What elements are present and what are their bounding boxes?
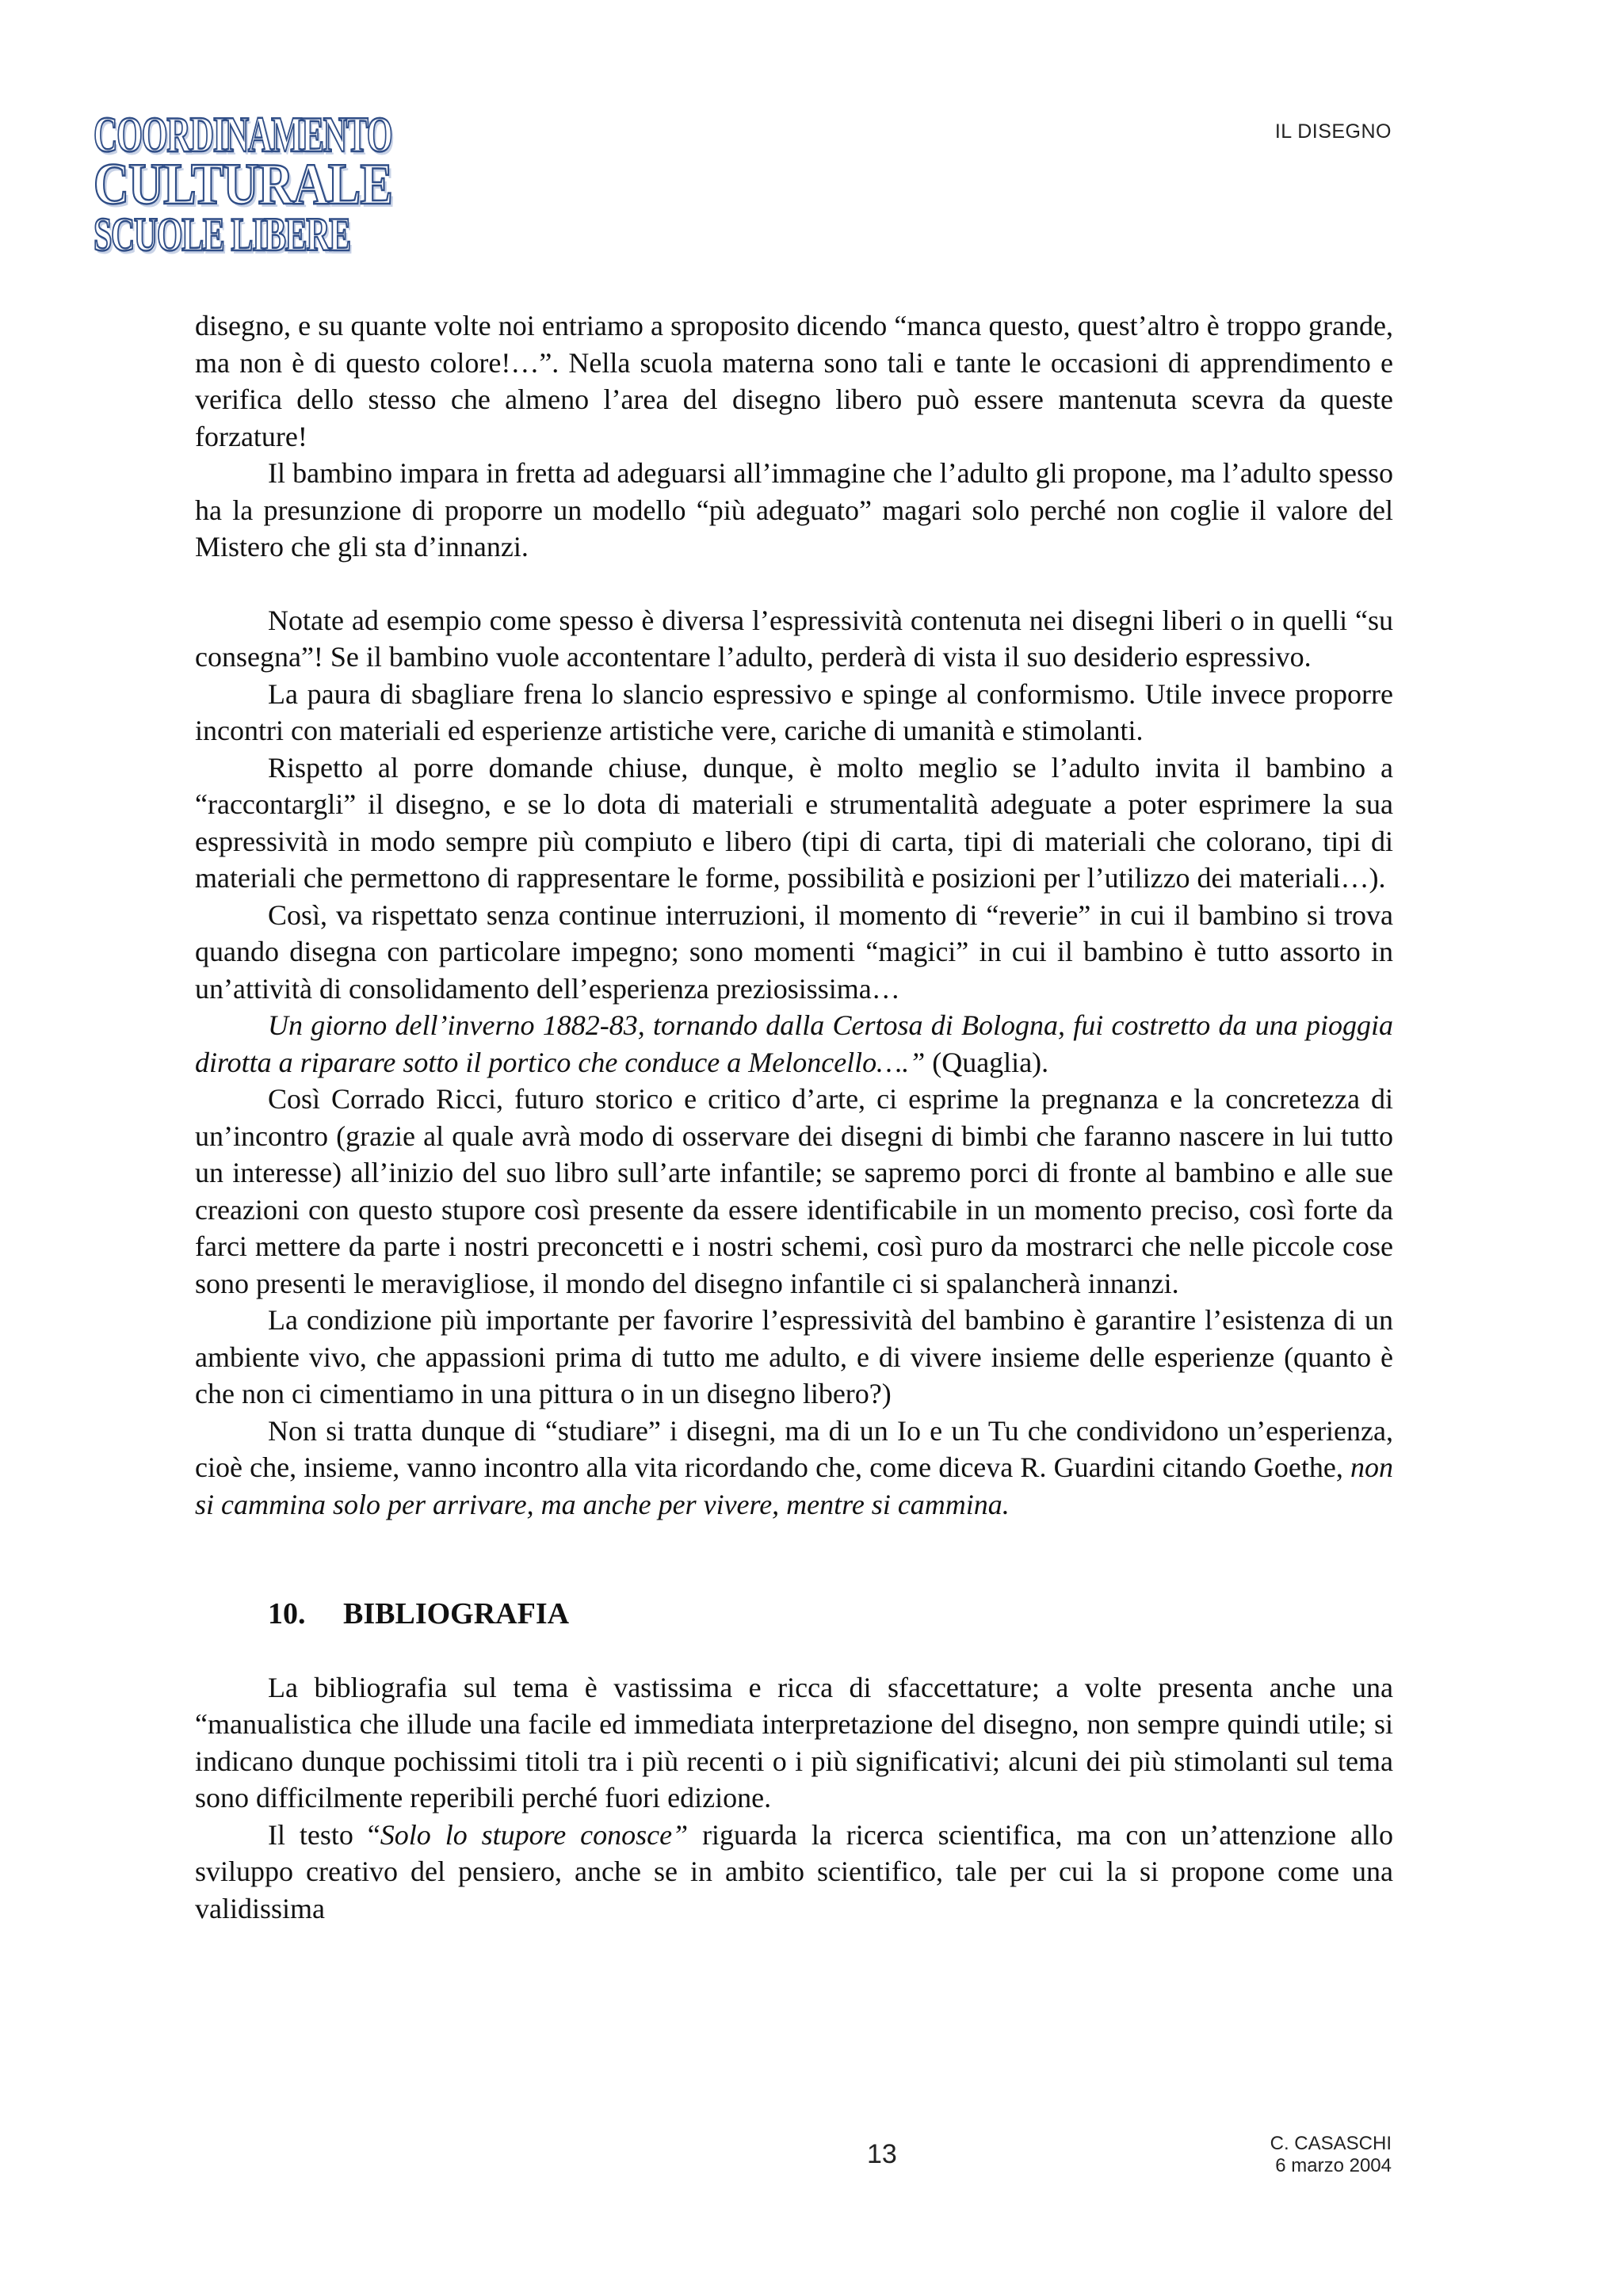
author-name: C. CASASCHI: [1270, 2133, 1392, 2154]
document-date: 6 marzo 2004: [1275, 2155, 1392, 2176]
running-header: IL DISEGNO: [1274, 120, 1392, 143]
paragraph: Rispetto al porre domande chiuse, dunque, è molto meglio se l’adulto invita il bambino a “raccontargli” il disegno, e se lo dota di materiali e strumentalità adeguate a poter esprimere la sua espressività in modo sempre più compiuto e libero (tipi di carta, tipi di materiali che colorano, tipi di materiali che permettono di rappresentare le forme, possibilità e posizioni per l’utilizzo dei materiali…).: [195, 751, 1393, 894]
book-title: Solo lo stupore conosce”: [380, 1818, 689, 1851]
section-title: BIBLIOGRAFIA: [343, 1597, 570, 1630]
logo-line-1: COORDINAMENTO: [94, 106, 392, 162]
page-number: 13: [867, 2139, 897, 2169]
paragraph: disegno, e su quante volte noi entriamo a sproposito dicendo “manca questo, quest’altro è troppo grande, ma non è di questo colore!…”. Nella scuola materna sono tali e tante le occasioni di apprendimento e verifica dello stesso che almeno l’area del disegno libero può essere mantenuta scevra da queste forzature!: [195, 310, 1393, 452]
paragraph: [195, 1413, 1393, 1524]
goethe-quote: non si cammina solo per arrivare, ma anche per vivere, mentre si cammina.: [195, 1451, 1393, 1520]
logo-line-2: CULTURALE: [94, 152, 393, 217]
quotation-source: (Quaglia).: [925, 1046, 1049, 1078]
section-number: 10.: [268, 1597, 306, 1630]
paragraph: La paura di sbagliare frena lo slancio espressivo e spinge al conformismo. Utile invece proporre incontri con materiali ed esperienze artistiche vere, cariche di umanità e stimolanti.: [195, 677, 1393, 746]
logo: [94, 106, 393, 261]
paragraph: Il bambino impara in fretta ad adeguarsi all’immagine che l’adulto gli propone, ma l’adulto spesso ha la presunzione di proporre un modello “più adeguato” magari solo perché non coglie il valore del Mistero che gli sta d’innanzi.: [195, 457, 1393, 563]
paragraph: La condizione più importante per favorire l’espressività del bambino è garantire l’esistenza di un ambiente vivo, che appassioni prima di tutto me adulto, e di vivere insieme delle esperienze (quanto è che non ci cimentiamo in una pittura o in un disegno libero?): [195, 1304, 1393, 1409]
paragraph: Così Corrado Ricci, futuro storico e critico d’arte, ci esprime la pregnanza e la concretezza di un’incontro (grazie al quale avrà modo di osservare dei disegni di bimbi che faranno nascere in lui tutto un interesse) all’inizio del suo libro sull’arte infantile; se sapremo porci di fronte al bambino e alle sue creazioni con questo stupore così presente da essere identificabile in un momento preciso, così forte da farci mettere da parte i nostri preconcetti e i nostri schemi, così puro da mostrarci che nelle piccole cose sono presenti le meravigliose, il mondo del disegno infantile ci si spalancherà innanzi.: [195, 1083, 1393, 1299]
paragraph-text: riguarda la ricerca scientifica, ma con un’attenzione allo sviluppo creativo del pensiero, anche se in ambito scientifico, tale per cui la si propone come una validissima: [195, 1818, 1394, 1924]
quotation-paragraph: [195, 1007, 1393, 1081]
paragraph-text: Non si tratta dunque di “studiare” i disegni, ma di un Io e un Tu che condividono un’esperienza, cioè che, insieme, vanno incontro alla vita ricordando che, come diceva R. Guardini citando Goethe,: [195, 1414, 1393, 1483]
paragraph: [195, 1817, 1393, 1928]
paragraph: La bibliografia sul tema è vastissima e ricca di sfaccettature; a volte presenta anche una “manualistica che illude una facile ed immediata interpretazione del disegno, non sempre quindi utile; si indicano dunque pochissimi titoli tra i più recenti o i più significativi; alcuni dei più stimolanti sul tema sono difficilmente reperibili perché fuori edizione.: [195, 1671, 1393, 1814]
logo-line-3: SCUOLE LIBERE: [94, 208, 350, 261]
paragraph: Notate ad esempio come spesso è diversa l’espressività contenuta nei disegni liberi o in quelli “su consegna”! Se il bambino vuole accontentare l’adulto, perderà di vista il suo desiderio espressivo.: [195, 604, 1393, 673]
quotation-text: Un giorno dell’inverno 1882-83, tornando dalla Certosa di Bologna, fui costretto da una pioggia dirotta a riparare sotto il portico che conduce a Meloncello….”: [195, 1009, 1393, 1078]
footer-info: [1270, 2133, 1392, 2177]
body-text: [195, 307, 1393, 1927]
section-heading: [268, 1596, 1393, 1633]
paragraph: Così, va rispettato senza continue interruzioni, il momento di “reverie” in cui il bambino si trova quando disegna con particolare impegno; sono momenti “magici” in cui il bambino è tutto assorto in un’attività di consolidamento dell’esperienza preziosissima…: [195, 898, 1393, 1005]
paragraph-text: Il testo “: [268, 1818, 380, 1851]
